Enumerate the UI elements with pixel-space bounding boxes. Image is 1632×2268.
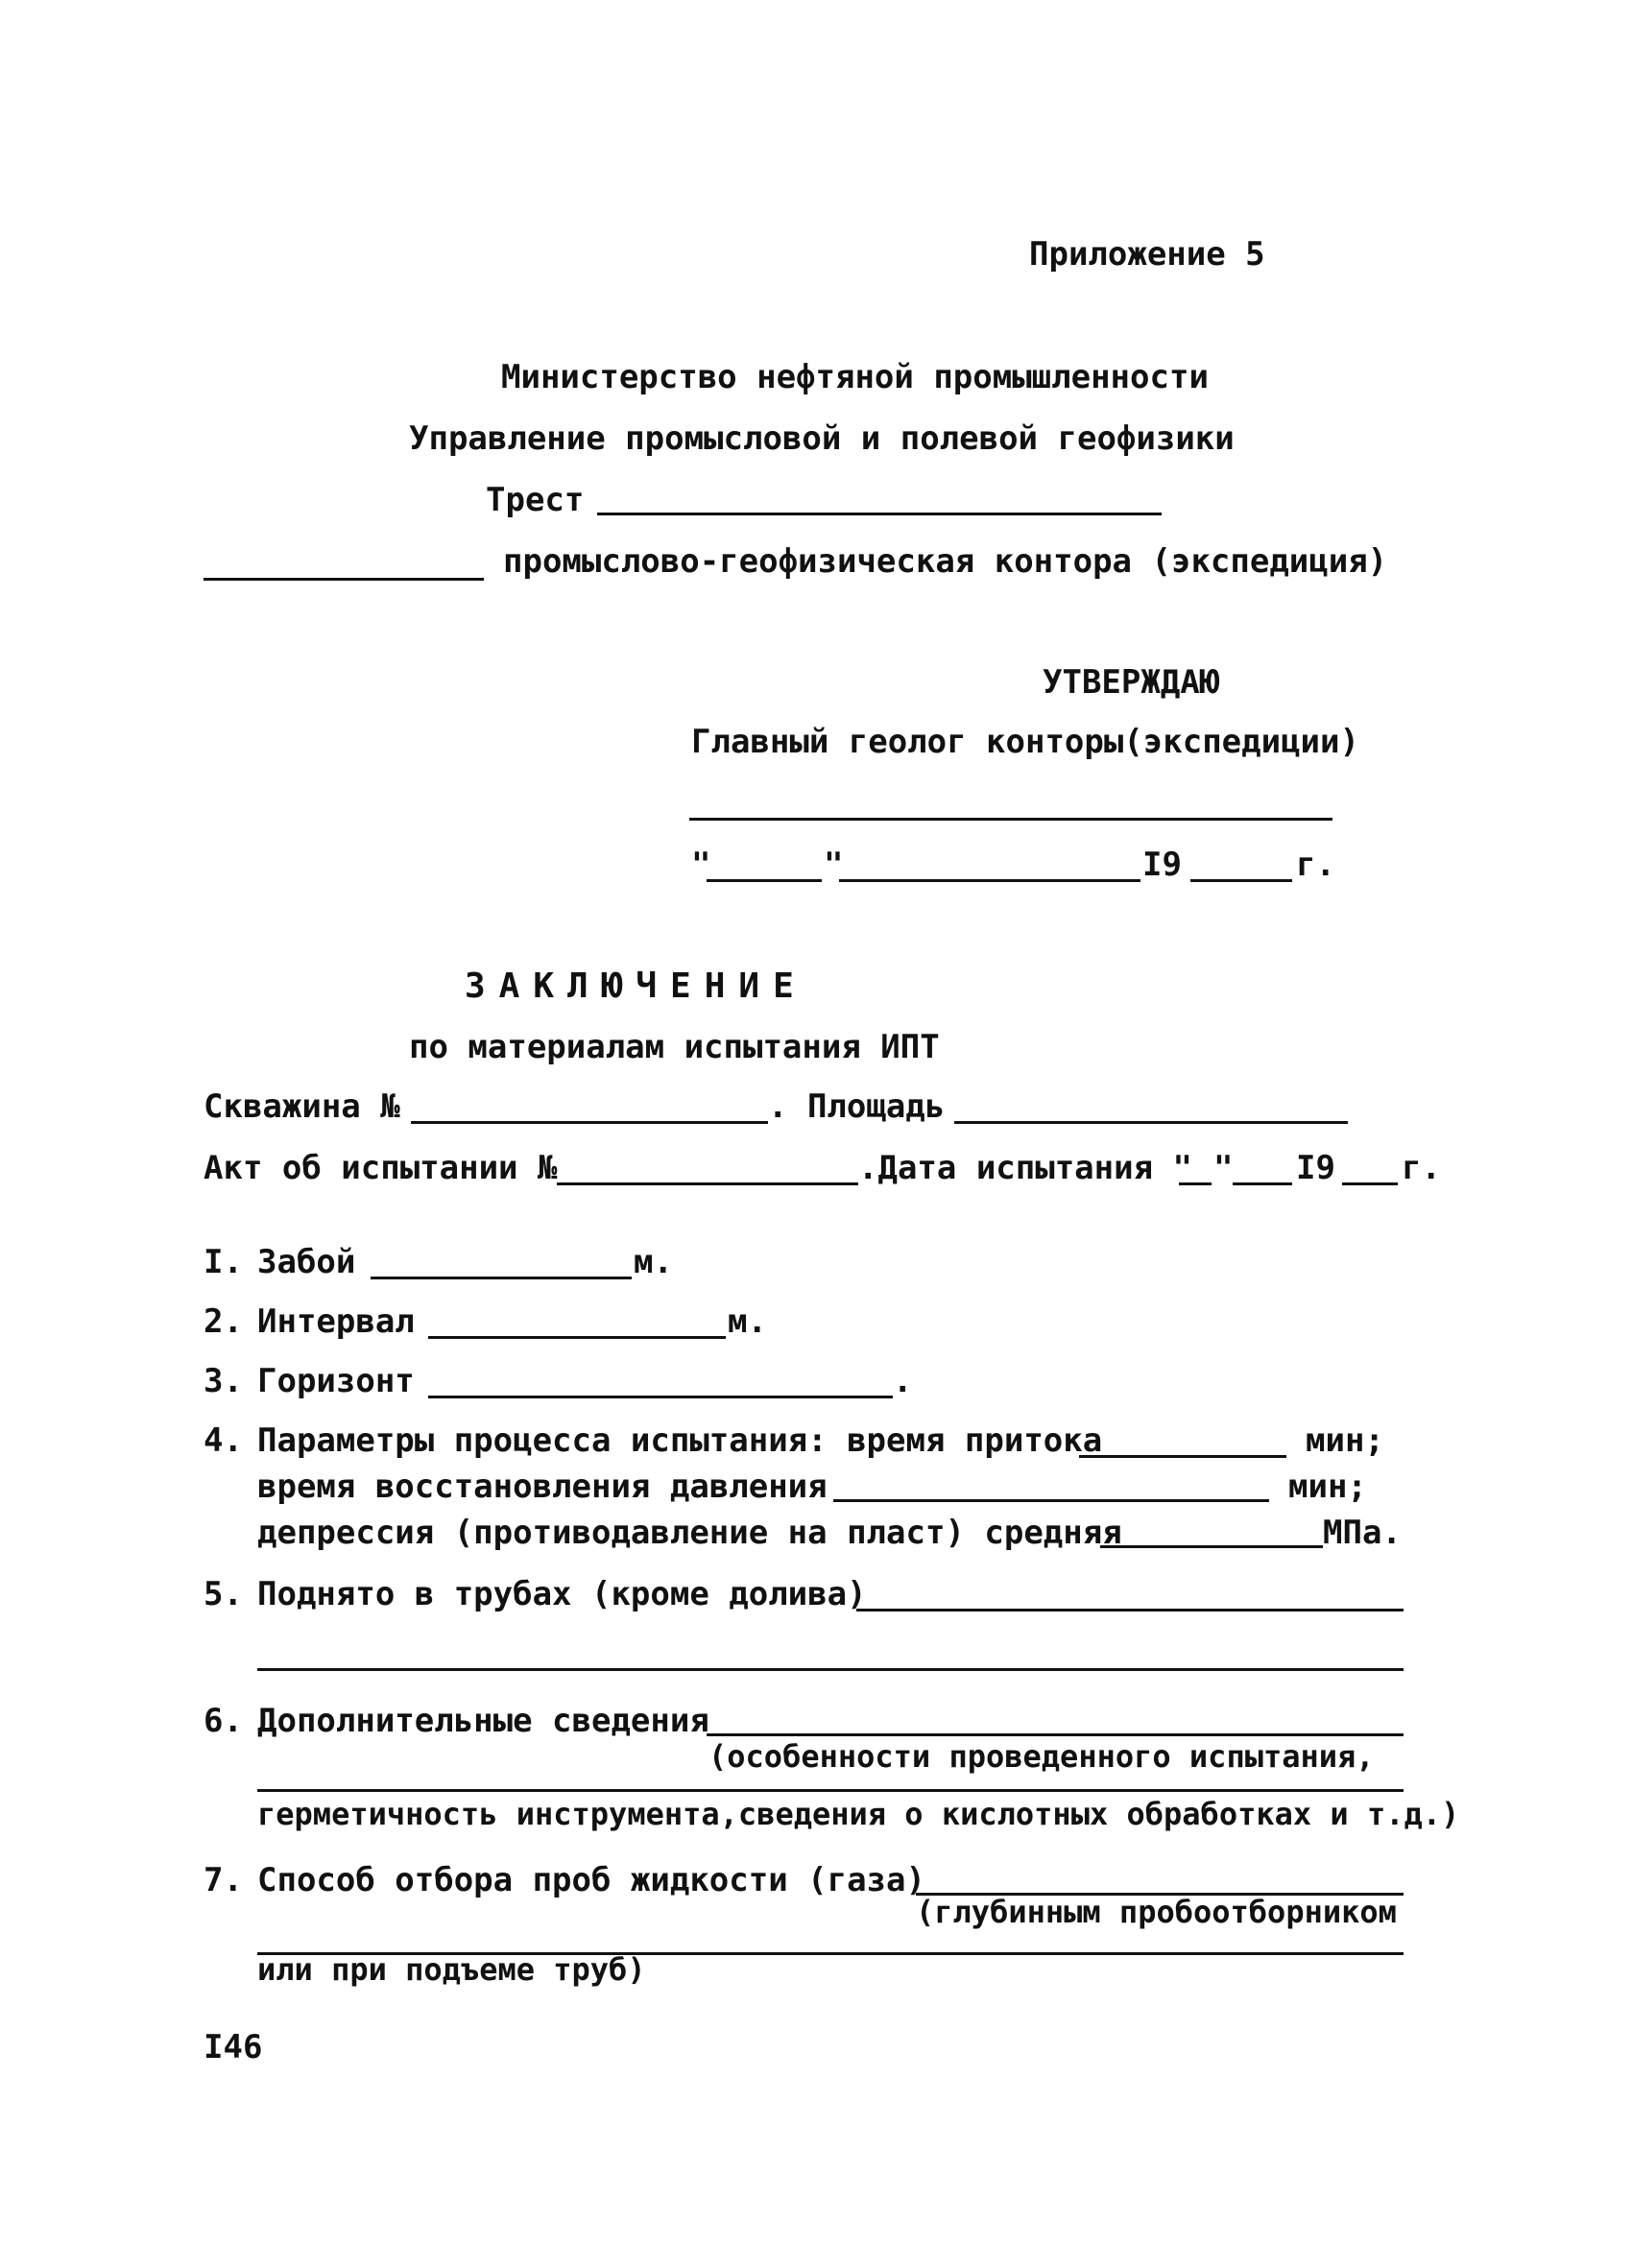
item-1-label: Забой <box>257 1243 356 1281</box>
horizon-field[interactable] <box>428 1396 893 1398</box>
trust-name-field[interactable] <box>597 513 1162 515</box>
recovery-time-field[interactable] <box>833 1499 1269 1502</box>
item-4-unit-3: МПа. <box>1323 1514 1402 1552</box>
approval-year-field[interactable] <box>1190 879 1292 882</box>
bottomhole-field[interactable] <box>371 1277 632 1279</box>
additional-info-field[interactable] <box>707 1733 1404 1736</box>
test-year-field[interactable] <box>1342 1182 1398 1185</box>
item-6-label: Дополнительные сведения <box>257 1702 709 1740</box>
item-5-number: 5. <box>204 1575 243 1613</box>
test-month-field[interactable] <box>1233 1182 1292 1185</box>
approval-quote-open: " <box>691 846 711 884</box>
item-7-number: 7. <box>204 1861 243 1899</box>
item-2-number: 2. <box>204 1302 243 1341</box>
test-day-field[interactable] <box>1179 1182 1212 1185</box>
act-number-field[interactable] <box>557 1182 858 1185</box>
item-6-hint-1: (особенности проведенного испытания, <box>708 1738 1375 1775</box>
item-7-label: Способ отбора проб жидкости (газа) <box>257 1861 925 1899</box>
area-field[interactable] <box>954 1121 1348 1124</box>
interval-field[interactable] <box>428 1336 726 1339</box>
approval-day-field[interactable] <box>707 879 822 882</box>
department-name: Управление промысловой и полевой геофизики <box>409 419 1235 458</box>
item-6-hint-2: герметичность инструмента,сведения о кислотных обработках и т.д.) <box>257 1796 1460 1832</box>
item-4-label: Параметры процесса испытания: время притока <box>257 1421 1103 1460</box>
item-4-number: 4. <box>204 1421 243 1460</box>
item-3-end: . <box>893 1362 913 1400</box>
item-3-number: 3. <box>204 1362 243 1400</box>
lifted-in-pipes-field[interactable] <box>856 1609 1404 1611</box>
item-1-unit: м. <box>634 1243 673 1281</box>
well-number-field[interactable] <box>411 1121 768 1124</box>
additional-info-field-line-2[interactable] <box>257 1789 1404 1792</box>
item-5-label: Поднято в трубах (кроме долива) <box>257 1575 867 1613</box>
item-7-hint-2: или при подъеме труб) <box>257 1951 646 1988</box>
act-label: Акт об испытании № <box>204 1149 558 1187</box>
approval-month-field[interactable] <box>839 879 1140 882</box>
approver-position: Главный геолог конторы(экспедиции) <box>691 723 1359 761</box>
depression-field[interactable] <box>1100 1545 1323 1548</box>
document-title: ЗАКЛЮЧЕНИЕ <box>465 967 807 1006</box>
approve-heading: УТВЕРЖДАЮ <box>1043 663 1220 702</box>
area-label: . Площадь <box>768 1087 946 1126</box>
item-4-line-2: время восстановления давления <box>257 1468 828 1506</box>
document-subtitle: по материалам испытания ИПТ <box>409 1028 940 1066</box>
item-2-label: Интервал <box>257 1302 415 1341</box>
office-name-field[interactable] <box>204 578 484 581</box>
office-type-label: промыслово-геофизическая контора (экспедиция) <box>503 542 1388 581</box>
item-3-label: Горизонт <box>257 1362 415 1400</box>
item-1-number: I. <box>204 1243 243 1281</box>
approval-year-prefix: I9 <box>1142 846 1182 884</box>
well-label: Скважина № <box>204 1087 400 1126</box>
test-date-label: .Дата испытания " <box>858 1149 1192 1187</box>
page-number: I46 <box>204 2028 263 2066</box>
appendix-label: Приложение 5 <box>1029 235 1265 274</box>
ministry-name: Министерство нефтяной промышленности <box>501 358 1209 396</box>
item-6-number: 6. <box>204 1702 243 1740</box>
item-4-line-3: депрессия (противодавление на пласт) средняя <box>257 1514 1122 1552</box>
test-year-suffix: г. <box>1402 1149 1441 1187</box>
item-2-unit: м. <box>728 1302 767 1341</box>
item-4-unit-1: мин; <box>1306 1421 1384 1460</box>
inflow-time-field[interactable] <box>1079 1455 1286 1458</box>
test-date-quote-close: " <box>1213 1149 1234 1187</box>
approval-year-suffix: г. <box>1296 846 1335 884</box>
lifted-in-pipes-field-line-2[interactable] <box>257 1668 1404 1671</box>
item-4-unit-2: мин; <box>1288 1468 1367 1506</box>
test-year-prefix: I9 <box>1296 1149 1335 1187</box>
item-7-hint-1: (глубинным пробоотборником <box>916 1894 1397 1930</box>
trust-label: Трест <box>486 481 585 519</box>
approver-signature-field[interactable] <box>689 818 1332 821</box>
approval-quote-close: " <box>824 846 844 884</box>
